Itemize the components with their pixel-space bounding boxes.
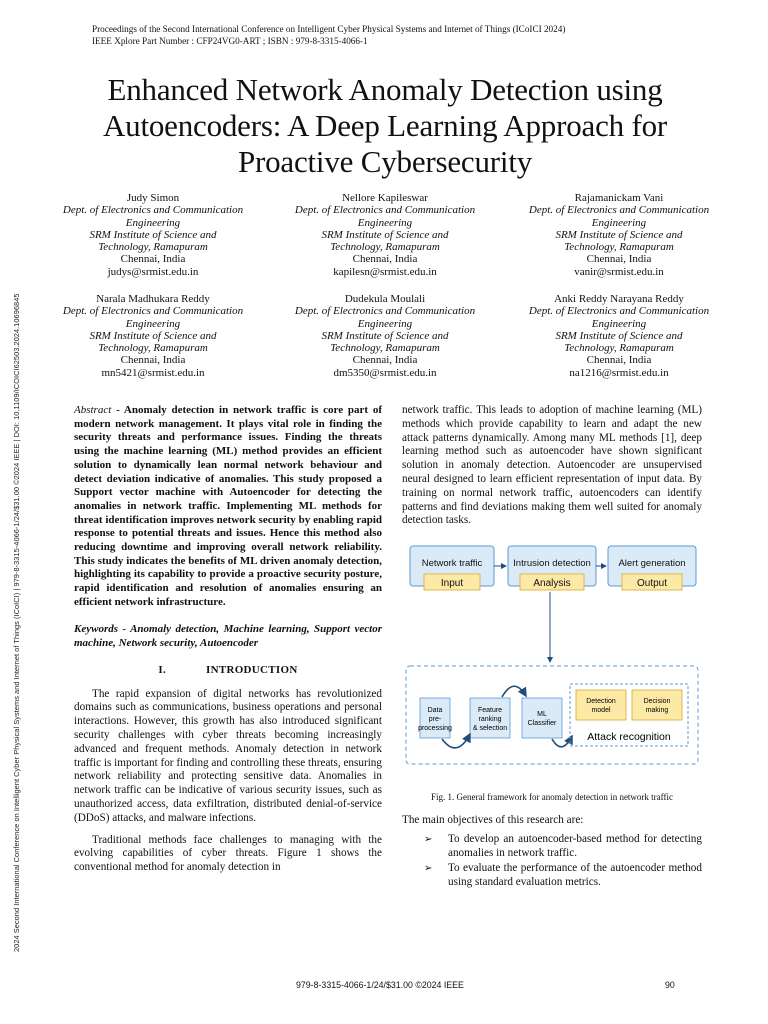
author-institute: Technology, Ramapuram [564,342,674,355]
author-dept: Engineering [591,216,647,229]
arrow-bullet-icon: ➢ [424,862,433,874]
abstract [74,404,382,610]
author-name: Rajamanickam Vani [574,192,664,204]
conference-header [92,23,565,47]
body-paragraph: network traffic. This leads to adoption of machine learning (ML) methods which provide capability to learn and adapt the new attack patterns dynamically. Among many ML methods [1], deep learning method such as autoencoder have shown significant solution in anomaly detection. Autoencoder are unsupervised neural designed to learn efficient representation of input data. By training on normal network traffic, autoencoders can identify patterns and find deviations making them well suited for anomaly detection tasks. [402,404,702,527]
objective-text: To develop an autoencoder-based method for detecting anomalies in network traffic. [448,833,702,859]
author-dept: Engineering [125,216,181,229]
author-block [514,192,724,278]
author-email: dm5350@srmist.edu.in [333,366,437,379]
author-name: Narala Madhukara Reddy [96,293,210,305]
author-dept: Dept. of Electronics and Communication [62,204,244,217]
page-number: 90 [665,980,675,990]
author-dept: Dept. of Electronics and Communication [294,204,476,217]
tag-label: Output [636,578,668,590]
author-block [48,293,258,379]
box-label: Network traffic [421,558,483,570]
author-email: mn5421@srmist.edu.in [101,366,205,379]
doi-sidebar: 2024 Second International Conference on Intelligent Cyber Physical Systems and Internet of Things (ICoICI) | 979-8-3315-4066-1/24/$31.00 ©2024 IEEE | DOI: 10.1109/ICOICI62503.2024.10696845 [12,293,21,952]
author-email: kapilesn@srmist.edu.in [333,265,437,278]
paper-title: Enhanced Network Anomaly Detection using Autoencoders: A Deep Learning Approach for Proactive Cybersecurity [102,72,668,179]
author-institute: SRM Institute of Science and [555,228,683,241]
author-institute: Technology, Ramapuram [98,342,208,355]
author-city: Chennai, India [352,253,418,266]
box-label: Data [427,707,443,715]
author-institute: Technology, Ramapuram [330,241,440,254]
tag-label: Input [440,578,464,590]
right-column [402,404,702,890]
curved-arrow [502,686,526,697]
list-item [402,862,702,890]
abstract-label: Abstract [74,404,112,416]
author-block [280,293,490,379]
left-column [74,404,382,883]
box-label: ranking [478,716,502,724]
author-institute: SRM Institute of Science and [89,329,217,342]
list-item [402,833,702,861]
author-name: Dudekula Moulali [344,293,426,305]
section-number: I. [158,663,166,676]
author-dept: Engineering [591,317,647,330]
intro-paragraph: The rapid expansion of digital networks has revolutionized domains such as communications, business operations and personal interactions. However, this growth has also introduced significant security challenges with cyber threats becoming increasingly advanced and frequent methods. Anomaly detection in network traffic is important for finding and controlling these threats, ensuring network reliability and protecting sensitive data. Anomalies in network traffic can be indicative of various security issues, such as unauthorized access, data exfiltration, distributed denial-of-service (DDoS) attacks, and malware infections. [74,687,382,824]
author-institute: Technology, Ramapuram [98,241,208,254]
author-block [280,192,490,278]
section-heading [74,664,382,676]
attack-recognition-label: Attack recognition [587,731,671,744]
box-label: processing [418,725,452,733]
footer-copyright: 979-8-3315-4066-1/24/$31.00 ©2024 IEEE [296,980,464,990]
box-label: pre- [428,716,442,724]
author-institute: Technology, Ramapuram [564,241,674,254]
box-label: model [591,707,611,715]
intro-paragraph: Traditional methods face challenges to managing with the evolving capabilities of cyber threats. Figure 1 shows the conventional method for anomaly detection in [74,833,382,874]
author-dept: Dept. of Electronics and Communication [528,204,710,217]
author-email: judys@srmist.edu.in [107,265,199,278]
objectives-list [402,833,702,889]
section-title: INTRODUCTION [206,663,298,676]
author-institute: SRM Institute of Science and [321,228,449,241]
keywords: Keywords - Anomaly detection, Machine learning, Support vector machine, Network security, Autoencoder [74,622,382,649]
box-label: Detection [586,698,616,706]
author-city: Chennai, India [120,253,186,266]
author-city: Chennai, India [352,354,418,367]
author-dept: Dept. of Electronics and Communication [62,305,244,318]
author-dept: Engineering [357,317,413,330]
objectives-intro: The main objectives of this research are: [402,814,584,827]
box-label: Alert generation [618,558,686,570]
author-block [514,293,724,379]
box-label: & selection [472,725,508,733]
box-label: Classifier [527,720,557,728]
header-line-1: Proceedings of the Second International Conference on Intelligent Cyber Physical Systems and Internet of Things (ICoICI 2024) [92,24,566,34]
tag-label: Analysis [533,578,571,590]
ml-classifier-box [522,698,562,738]
author-dept: Engineering [125,317,181,330]
author-city: Chennai, India [586,354,652,367]
author-name: Anki Reddy Narayana Reddy [554,293,684,305]
box-label: making [645,707,669,715]
decision-making-box [632,690,682,720]
author-institute: SRM Institute of Science and [89,228,217,241]
author-name: Nellore Kapileswar [342,192,428,204]
author-city: Chennai, India [120,354,186,367]
box-label: Intrusion detection [513,558,591,570]
abstract-text: - Anomaly detection in network traffic is core part of modern network management. It plays vital role in finding the security threats and performance issues. Finding the threats using the machine learning (ML) method provides an efficient solution to dynamically lean normal network behaviour and detect deviation indicative of anomalies. This study proposed a Support vector machine with Autoencoder for detecting the anomalies in network traffic. Implementing ML methods for threat identification improves network security by enabling rapid response to potential threats and issues. Hence this method also reducing downtime and improving overall network reliability. This study indicates the benefits of ML driven anomaly detection, highlighting its capability to provide a proactive security posture, rapid identification and resolution of anomalies ensuring an efficient network infrastructure. [74,404,382,608]
author-city: Chennai, India [586,253,652,266]
arrow-bullet-icon: ➢ [424,834,433,846]
box-label: ML [537,711,547,719]
author-institute: SRM Institute of Science and [555,329,683,342]
author-dept: Engineering [357,216,413,229]
author-institute: Technology, Ramapuram [330,342,440,355]
objective-text: To evaluate the performance of the autoencoder method using standard evaluation metrics. [448,861,702,888]
figure-caption: Fig. 1. General framework for anomaly detection in network traffic [431,792,673,803]
framework-figure [402,544,702,784]
author-email: na1216@srmist.edu.in [569,366,669,379]
detection-model-box [576,690,626,720]
author-dept: Dept. of Electronics and Communication [528,305,710,318]
author-institute: SRM Institute of Science and [321,329,449,342]
author-name: Judy Simon [126,192,180,204]
author-block [48,192,258,278]
header-line-2: IEEE Xplore Part Number : CFP24VG0-ART ; ISBN : 979-8-3315-4066-1 [92,36,368,46]
box-label: Decision [643,698,671,706]
box-label: Feature [477,707,503,715]
framework-diagram [402,544,702,784]
author-email: vanir@srmist.edu.in [574,265,664,278]
author-dept: Dept. of Electronics and Communication [294,305,476,318]
